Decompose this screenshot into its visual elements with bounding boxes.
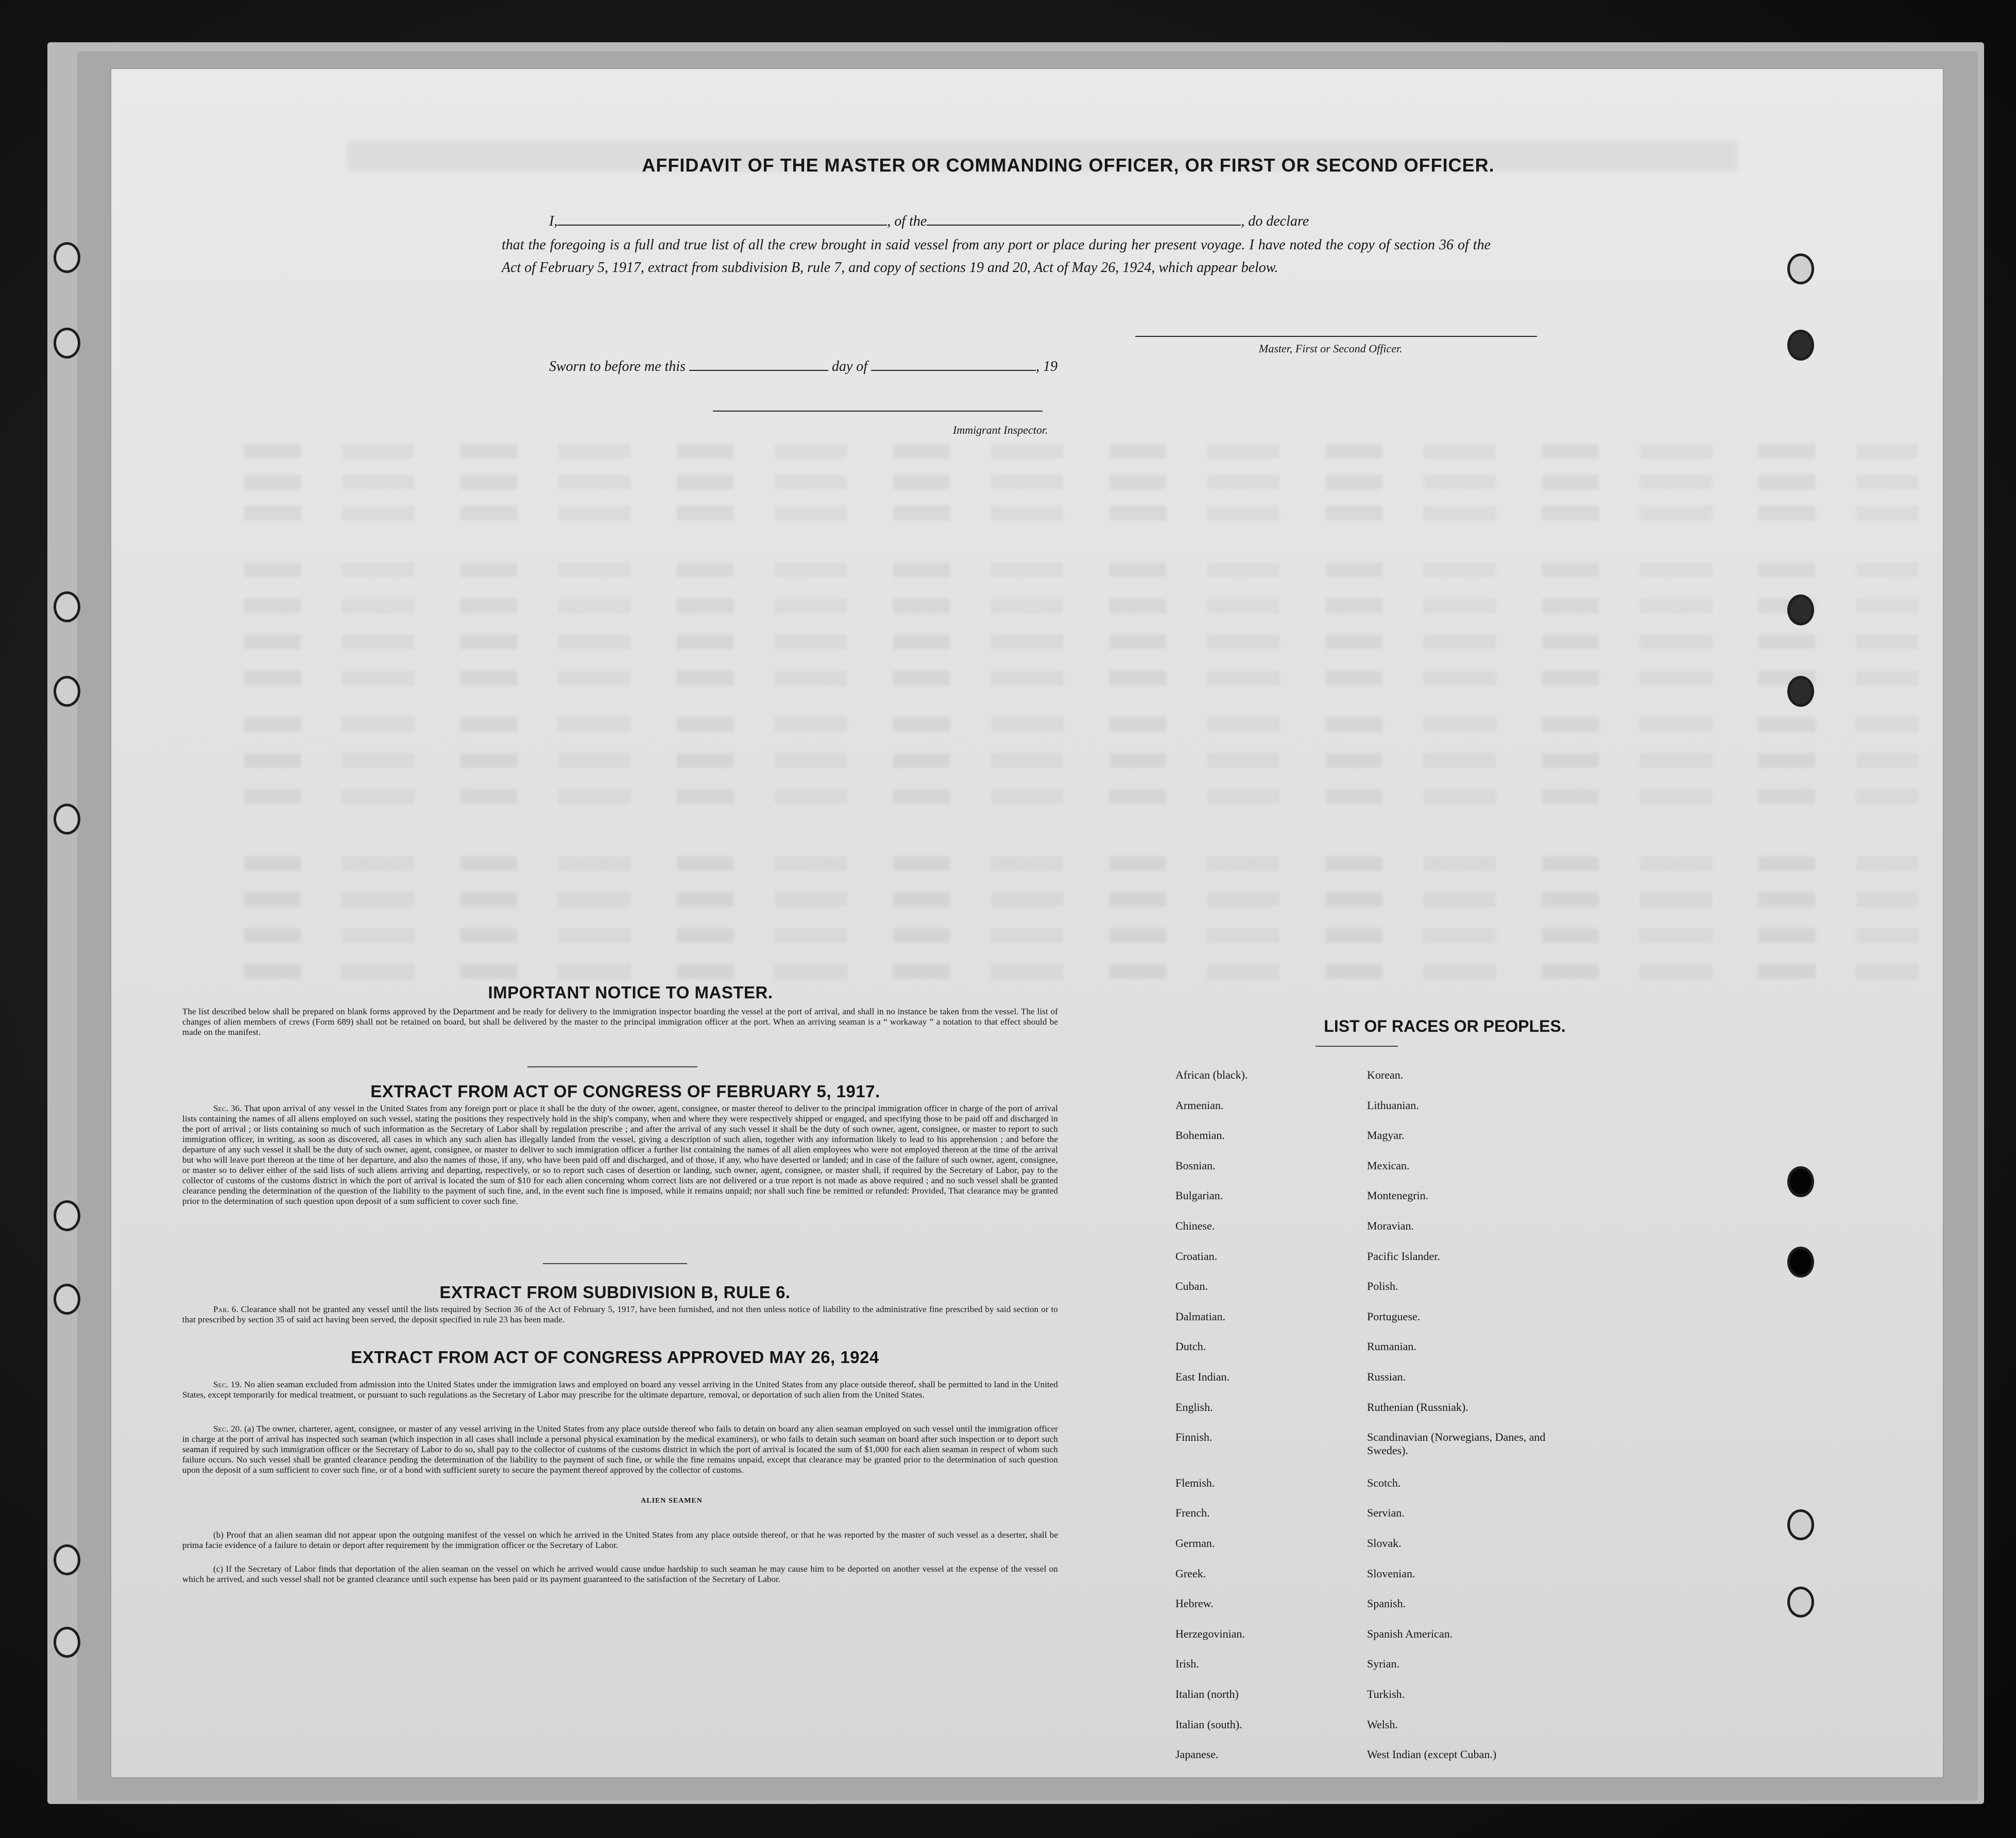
race-item: Slovenian. bbox=[1367, 1567, 1415, 1580]
bleed-through-row bbox=[244, 964, 1918, 979]
race-item: Dutch. bbox=[1175, 1340, 1206, 1353]
race-item: Rumanian. bbox=[1367, 1340, 1416, 1353]
race-item: Welsh. bbox=[1367, 1718, 1398, 1731]
sec-19-text: No alien seaman excluded from admission into the United States under the immigration laws and employed on board any vessel arriving in the United States from any place outside thereof, shall be permitted to land in the United States, except temporarily for medical treatment, or pursuant to such regulations as the Secretary of Labor may prescribe for the ultimate departure, removal, or deportation of such alien from the United States. bbox=[182, 1380, 1058, 1400]
inspector-label: Immigrant Inspector. bbox=[953, 423, 1048, 436]
race-item: Spanish American. bbox=[1367, 1627, 1453, 1640]
master-label: Master, First or Second Officer. bbox=[1259, 342, 1403, 355]
binder-hole bbox=[1787, 594, 1814, 625]
race-item: English. bbox=[1175, 1401, 1213, 1414]
race-item: Flemish. bbox=[1175, 1476, 1215, 1489]
extract-1917-title: EXTRACT FROM ACT OF CONGRESS OF FEBRUARY 5, 1917. bbox=[370, 1082, 880, 1101]
bleed-through-row bbox=[244, 475, 1918, 489]
extract-1924-title: EXTRACT FROM ACT OF CONGRESS APPROVED MAY 26, 1924 bbox=[351, 1348, 879, 1367]
extract-1917-body bbox=[182, 1103, 1058, 1206]
race-item: Cuban. bbox=[1175, 1280, 1208, 1292]
section-divider bbox=[527, 1066, 697, 1067]
race-item: Korean. bbox=[1367, 1068, 1404, 1081]
affidavit-line1-end: , do declare bbox=[1241, 213, 1309, 229]
race-item: Lithuanian. bbox=[1367, 1099, 1419, 1112]
affidavit-title: AFFIDAVIT OF THE MASTER OR COMMANDING OFFICER, OR FIRST OR SECOND OFFICER. bbox=[642, 155, 1495, 176]
race-item: Pacific Islander. bbox=[1367, 1250, 1440, 1263]
par-6-label: Par. 6. bbox=[213, 1304, 238, 1314]
bleed-through-row bbox=[244, 563, 1918, 577]
races-divider bbox=[1315, 1046, 1398, 1047]
master-signature-line bbox=[1135, 336, 1537, 337]
race-item: Polish. bbox=[1367, 1280, 1398, 1292]
sec-20b-body: (b) Proof that an alien seaman did not appear upon the outgoing manifest of the vessel on which he arrived in the United States from any place outside thereof, or that he was reported by the master of such vessel as a deserter, shall be prima facie evidence of a failure to detain or deport after requirement by the immigration officer or the Secretary of Labor. bbox=[182, 1530, 1058, 1550]
notice-body: The list described below shall be prepared on blank forms approved by the Department and be ready for delivery to the immigration inspector boarding the vessel at the port of arrival, and shall in no instance be taken from the vessel. The list of changes of alien members of crews (Form 689) shall not be retained on board, but shall be delivered by the master to the principal immigration officer at the port. When an arriving seaman is a “ workaway ” a notation to that effect should be made on the manifest. bbox=[182, 1007, 1058, 1037]
bleed-through-row bbox=[244, 928, 1918, 943]
sworn-mid: day of bbox=[831, 359, 868, 375]
sworn-line bbox=[549, 356, 1057, 377]
race-item: Russian. bbox=[1367, 1370, 1406, 1383]
race-item: Chinese. bbox=[1175, 1219, 1215, 1232]
binder-hole bbox=[54, 804, 80, 835]
races-title: LIST OF RACES OR PEOPLES. bbox=[1324, 1017, 1566, 1035]
race-item: Croatian. bbox=[1175, 1250, 1218, 1263]
sec-19-body bbox=[182, 1380, 1058, 1400]
bleed-through-row bbox=[244, 789, 1918, 804]
race-item: Italian (north) bbox=[1175, 1688, 1239, 1700]
affidavit-body: that the foregoing is a full and true list of all the crew brought in said vessel from any port or place during her present voyage. I have noted the copy of section 36 of the Act of February 5, 1917, extract from subdivision B, rule 7, and copy of sections 19 and 20, Act of May 26, 1924, which appear below. bbox=[502, 237, 1491, 276]
binder-hole bbox=[1787, 1166, 1814, 1197]
race-item: East Indian. bbox=[1175, 1370, 1230, 1383]
sec-20-label: Sec. 20. bbox=[213, 1424, 242, 1434]
binder-hole bbox=[1787, 253, 1814, 284]
race-item: Italian (south). bbox=[1175, 1718, 1242, 1731]
bleed-through-row bbox=[244, 671, 1918, 685]
name-blank bbox=[557, 212, 887, 226]
race-item: African (black). bbox=[1175, 1068, 1248, 1081]
alien-seamen-subtitle: ALIEN SEAMEN bbox=[641, 1497, 703, 1505]
inspector-signature-line bbox=[713, 411, 1043, 412]
race-item: German. bbox=[1175, 1537, 1215, 1550]
race-item: Montenegrin. bbox=[1367, 1189, 1429, 1202]
document-page bbox=[110, 68, 1944, 1778]
sworn-month-blank bbox=[871, 358, 1036, 371]
binder-hole bbox=[1787, 1247, 1814, 1278]
race-item: Bohemian. bbox=[1175, 1129, 1225, 1142]
race-item: Slovak. bbox=[1367, 1537, 1402, 1550]
binder-hole bbox=[1787, 676, 1814, 707]
race-item: Servian. bbox=[1367, 1506, 1405, 1519]
race-item: Hebrew. bbox=[1175, 1597, 1214, 1610]
race-item: Turkish. bbox=[1367, 1688, 1405, 1700]
bleed-through-row bbox=[244, 444, 1918, 458]
rule-6-title: EXTRACT FROM SUBDIVISION B, RULE 6. bbox=[439, 1283, 791, 1302]
sec-20a-text: (a) The owner, charterer, agent, consignee, or master of any vessel arriving in the United States from any place outside thereof who fails to detain on board any alien seaman employed on such vessel until the immigration officer in charge at the port of arrival has inspected such seaman (which inspection in all cases shall include a personal physical examination by the medical examiners), or who fails to detain such seaman on board after such inspection or to deport such seaman if required by such immigration officer or the Secretary of Labor to do so, shall pay to the collector of customs of the customs district in which the port of arrival is located the sum of $1,000 for each alien seaman in respect of whom such failure occurs. No such vessel shall be granted clearance pending the determination of the liability to the payment of such fine, or while the fine remains unpaid, except that clearance may be granted prior to the determination of such question upon the deposit of a sum sufficient to cover such fine, or of a bond with sufficient surety to secure the payment thereof approved by the collector of customs. bbox=[182, 1424, 1058, 1475]
binder-hole bbox=[1787, 1587, 1814, 1618]
sworn-end: , 19 bbox=[1036, 359, 1058, 375]
sec-36-text: That upon arrival of any vessel in the United States from any foreign port or place it shall be the duty of the owner, agent, consignee, or master thereof to deliver to the principal immigration officer in charge of the port of arrival lists containing the names of all aliens employed on such vessel, stating the positions they respectively hold in the ship's company, when and where they were respectively shipped or engaged, and specifying those to be paid off and discharged in the port of arrival ; or lists containing so much of such information as the Secretary of Labor shall by regulation prescribe ; and after the arrival of any such vessel it shall be the duty of such owner, agent, consignee, or master to report to such immigration officer, in writing, as soon as discovered, all cases in which any such alien has illegally landed from the vessel, giving a description of such alien, together with any information likely to lead to his apprehension ; and before the departure of any such vessel it shall be the duty of such owner, agent, consignee, or master to deliver to such immigration officer a further list containing the names of all alien employees who were not employed thereon at the time of the arrival but who will leave port thereon at the time of her departure, and also the names of those, if any, who have been paid off and discharged, and of those, if any, who have deserted or landed; and in case of the failure of such owner, agent, consignee, or master so to deliver either of the said lists of such aliens arriving and departing, respectively, or so to report such cases of desertion or landing, such owner, agent, consignee, or master shall, if required by the Secretary of Labor, pay to the collector of customs of the customs district in which the port of arrival is located the sum of $10 for each alien concerning whom correct lists are not delivered or a true report is not made as above required ; and no such vessel shall be granted clearance pending the determination of the question of the liability to the payment of such fine, and, in the event such fine is imposed, while it remains unpaid; nor shall such fine be remitted or refunded: Provided, That clearance may be granted prior to the determination of such question upon deposit of a sum sufficient to cover such fine. bbox=[182, 1103, 1058, 1206]
race-item: Finnish. bbox=[1175, 1431, 1212, 1443]
race-item: Moravian. bbox=[1367, 1219, 1414, 1232]
race-item: Irish. bbox=[1175, 1657, 1199, 1670]
sec-20c-body: (c) If the Secretary of Labor finds that deportation of the alien seaman on the vessel on which he arrived would cause undue hardship to such seaman he may cause him to be deported on another vessel at the expense of the vessel on which he arrived, and such vessel shall not be granted clearance until such expense has been paid or its payment guaranteed to the satisfaction of the Secretary of Labor. bbox=[182, 1564, 1058, 1584]
sworn-day-blank bbox=[689, 358, 828, 371]
race-item: French. bbox=[1175, 1506, 1210, 1519]
section-divider bbox=[543, 1263, 687, 1264]
binder-hole bbox=[54, 1284, 80, 1315]
race-item: Syrian. bbox=[1367, 1657, 1399, 1670]
bleed-through-row bbox=[244, 717, 1918, 731]
bleed-through-row bbox=[244, 635, 1918, 649]
sworn-start: Sworn to before me this bbox=[549, 359, 686, 375]
race-item: Magyar. bbox=[1367, 1129, 1405, 1142]
binder-hole bbox=[54, 676, 80, 707]
race-item: Bulgarian. bbox=[1175, 1189, 1223, 1202]
race-item: Ruthenian (Russniak). bbox=[1367, 1401, 1468, 1414]
race-item: Greek. bbox=[1175, 1567, 1206, 1580]
binder-hole bbox=[1787, 1509, 1814, 1540]
sec-20a-body bbox=[182, 1424, 1058, 1475]
race-item: Scotch. bbox=[1367, 1476, 1401, 1489]
affidavit-line1-start: I, bbox=[549, 213, 558, 229]
sec-19-label: Sec. 19. bbox=[213, 1380, 242, 1389]
notice-title: IMPORTANT NOTICE TO MASTER. bbox=[488, 983, 773, 1002]
race-item: Dalmatian. bbox=[1175, 1310, 1226, 1323]
bleed-through-row bbox=[244, 506, 1918, 520]
race-item: Scandinavian (Norwegians, Danes, and Swedes). bbox=[1367, 1431, 1546, 1457]
bleed-through-row bbox=[244, 753, 1918, 768]
race-item: Japanese. bbox=[1175, 1748, 1219, 1761]
race-item: Portuguese. bbox=[1367, 1310, 1421, 1323]
race-item: Bosnian. bbox=[1175, 1159, 1216, 1172]
bleed-through-row bbox=[244, 892, 1918, 907]
affidavit-line1-mid: , of the bbox=[887, 213, 927, 229]
race-item: Spanish. bbox=[1367, 1597, 1406, 1610]
rule-6-body bbox=[182, 1304, 1058, 1325]
race-item: Herzegovinian. bbox=[1175, 1627, 1245, 1640]
race-item: Mexican. bbox=[1367, 1159, 1410, 1172]
binder-hole bbox=[54, 328, 80, 359]
race-item: West Indian (except Cuban.) bbox=[1367, 1748, 1497, 1761]
binder-hole bbox=[54, 1627, 80, 1658]
race-item: Armenian. bbox=[1175, 1099, 1224, 1112]
bleed-through-row bbox=[244, 599, 1918, 613]
binder-hole bbox=[54, 1200, 80, 1231]
binder-hole bbox=[1787, 330, 1814, 361]
bleed-through-row bbox=[244, 856, 1918, 871]
affidavit-declaration-line bbox=[549, 211, 1309, 232]
sec-36-label: Sec. 36. bbox=[213, 1103, 242, 1113]
binder-hole bbox=[54, 1544, 80, 1575]
vessel-blank bbox=[927, 212, 1241, 226]
binder-hole bbox=[54, 591, 80, 622]
binder-hole bbox=[54, 242, 80, 273]
par-6-text: Clearance shall not be granted any vessel until the lists required by Section 36 of the Act of February 5, 1917, have been furnished, and not then unless notice of liability to the administrative fine prescribed by said section or to that prescribed by section 35 of said act having been served, the deposit specified in rule 23 has been made. bbox=[182, 1304, 1058, 1324]
